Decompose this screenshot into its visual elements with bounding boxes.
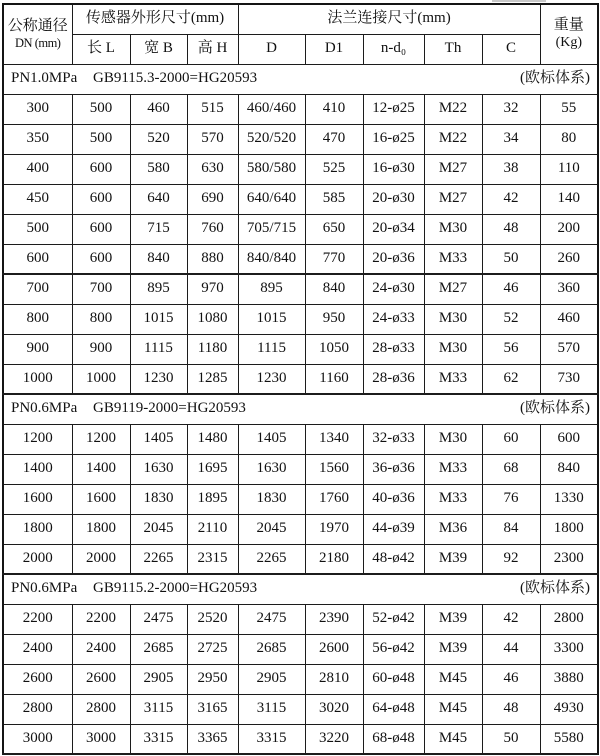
cell-height-h: 3165 bbox=[187, 694, 238, 724]
header-n-d0: n-d₀ bbox=[363, 34, 424, 64]
cell-th: M33 bbox=[424, 484, 482, 514]
cell-weight: 110 bbox=[540, 154, 598, 184]
cell-n-d0: 48-ø42 bbox=[363, 544, 424, 574]
cell-d: 1015 bbox=[238, 304, 305, 334]
standard-code-label: GB9115.2-2000=HG20593 bbox=[93, 580, 258, 597]
cell-height-h: 1180 bbox=[187, 334, 238, 364]
cell-n-d0: 16-ø30 bbox=[363, 154, 424, 184]
cell-length-l: 600 bbox=[72, 154, 130, 184]
cell-weight: 260 bbox=[540, 244, 598, 274]
cell-d1: 525 bbox=[305, 154, 363, 184]
header-width-b: 宽 B bbox=[130, 34, 187, 64]
cell-length-l: 3000 bbox=[72, 724, 130, 754]
cell-height-h: 1080 bbox=[187, 304, 238, 334]
cell-th: M39 bbox=[424, 604, 482, 634]
cell-weight: 4930 bbox=[540, 694, 598, 724]
table-row bbox=[3, 274, 598, 304]
cell-d1: 585 bbox=[305, 184, 363, 214]
section-header-row bbox=[3, 64, 598, 94]
cell-height-h: 1895 bbox=[187, 484, 238, 514]
cell-d1: 410 bbox=[305, 94, 363, 124]
cell-c: 50 bbox=[482, 724, 540, 754]
pressure-rating-label: PN0.6MPa bbox=[11, 400, 78, 417]
cell-c: 76 bbox=[482, 484, 540, 514]
cell-d1: 650 bbox=[305, 214, 363, 244]
pressure-rating-label: PN1.0MPa bbox=[11, 70, 78, 87]
cell-d: 2685 bbox=[238, 634, 305, 664]
cell-dn: 2600 bbox=[3, 664, 72, 694]
cell-weight: 360 bbox=[540, 274, 598, 304]
cell-weight: 3300 bbox=[540, 634, 598, 664]
table-row bbox=[3, 664, 598, 694]
cell-height-h: 2950 bbox=[187, 664, 238, 694]
cell-dn: 3000 bbox=[3, 724, 72, 754]
cell-length-l: 2400 bbox=[72, 634, 130, 664]
cell-th: M30 bbox=[424, 304, 482, 334]
table-row bbox=[3, 724, 598, 754]
header-nominal-diameter bbox=[3, 4, 72, 64]
cell-n-d0: 36-ø36 bbox=[363, 454, 424, 484]
spec-table-body bbox=[3, 64, 598, 754]
cell-dn: 700 bbox=[3, 274, 72, 304]
cell-n-d0: 28-ø33 bbox=[363, 334, 424, 364]
header-height-h: 高 H bbox=[187, 34, 238, 64]
cell-width-b: 1015 bbox=[130, 304, 187, 334]
cell-length-l: 2000 bbox=[72, 544, 130, 574]
cell-weight: 600 bbox=[540, 424, 598, 454]
cell-c: 62 bbox=[482, 364, 540, 394]
table-row bbox=[3, 184, 598, 214]
cell-dn: 2800 bbox=[3, 694, 72, 724]
cell-n-d0: 60-ø48 bbox=[363, 664, 424, 694]
cell-c: 50 bbox=[482, 244, 540, 274]
cell-th: M30 bbox=[424, 334, 482, 364]
table-row bbox=[3, 244, 598, 274]
cell-width-b: 1115 bbox=[130, 334, 187, 364]
cell-n-d0: 68-ø48 bbox=[363, 724, 424, 754]
cell-width-b: 1405 bbox=[130, 424, 187, 454]
cell-weight: 55 bbox=[540, 94, 598, 124]
cell-c: 56 bbox=[482, 334, 540, 364]
cell-length-l: 1600 bbox=[72, 484, 130, 514]
standard-system-label: (欧标体系) bbox=[520, 580, 591, 597]
cell-c: 42 bbox=[482, 604, 540, 634]
table-row bbox=[3, 694, 598, 724]
header-row-groups bbox=[3, 4, 598, 34]
table-row bbox=[3, 334, 598, 364]
cell-dn: 900 bbox=[3, 334, 72, 364]
cell-c: 42 bbox=[482, 184, 540, 214]
header-sensor-dimensions-group: 传感器外形尺寸(mm) bbox=[72, 4, 238, 34]
cell-c: 48 bbox=[482, 214, 540, 244]
cell-n-d0: 64-ø48 bbox=[363, 694, 424, 724]
table-row bbox=[3, 544, 598, 574]
standard-code-label: GB9115.3-2000=HG20593 bbox=[93, 70, 258, 87]
cell-dn: 400 bbox=[3, 154, 72, 184]
cell-height-h: 570 bbox=[187, 124, 238, 154]
table-row bbox=[3, 154, 598, 184]
cell-d1: 2600 bbox=[305, 634, 363, 664]
cell-width-b: 2045 bbox=[130, 514, 187, 544]
cell-height-h: 690 bbox=[187, 184, 238, 214]
cell-d1: 2810 bbox=[305, 664, 363, 694]
cell-d: 705/715 bbox=[238, 214, 305, 244]
cell-length-l: 1800 bbox=[72, 514, 130, 544]
spec-table bbox=[2, 3, 599, 755]
cell-d: 1405 bbox=[238, 424, 305, 454]
cell-d1: 1760 bbox=[305, 484, 363, 514]
cell-height-h: 1480 bbox=[187, 424, 238, 454]
cell-dn: 1000 bbox=[3, 364, 72, 394]
cell-weight: 3880 bbox=[540, 664, 598, 694]
cell-c: 52 bbox=[482, 304, 540, 334]
cell-width-b: 840 bbox=[130, 244, 187, 274]
cell-dn: 300 bbox=[3, 94, 72, 124]
cell-width-b: 3115 bbox=[130, 694, 187, 724]
standard-system-label: (欧标体系) bbox=[520, 400, 591, 417]
table-row bbox=[3, 304, 598, 334]
cell-n-d0: 20-ø36 bbox=[363, 244, 424, 274]
scan-artifact bbox=[492, 0, 546, 2]
cell-dn: 450 bbox=[3, 184, 72, 214]
cell-width-b: 640 bbox=[130, 184, 187, 214]
cell-height-h: 880 bbox=[187, 244, 238, 274]
cell-d1: 840 bbox=[305, 274, 363, 304]
section-header-row bbox=[3, 394, 598, 424]
cell-d: 3315 bbox=[238, 724, 305, 754]
cell-width-b: 1830 bbox=[130, 484, 187, 514]
pressure-rating-label: PN0.6MPa bbox=[11, 580, 78, 597]
cell-d: 520/520 bbox=[238, 124, 305, 154]
cell-d: 1230 bbox=[238, 364, 305, 394]
cell-c: 34 bbox=[482, 124, 540, 154]
section-header-cell bbox=[3, 394, 598, 424]
cell-width-b: 3315 bbox=[130, 724, 187, 754]
cell-weight: 2800 bbox=[540, 604, 598, 634]
cell-width-b: 715 bbox=[130, 214, 187, 244]
cell-height-h: 1695 bbox=[187, 454, 238, 484]
cell-d: 640/640 bbox=[238, 184, 305, 214]
cell-height-h: 2315 bbox=[187, 544, 238, 574]
cell-th: M36 bbox=[424, 514, 482, 544]
table-row bbox=[3, 604, 598, 634]
cell-th: M45 bbox=[424, 724, 482, 754]
cell-d: 840/840 bbox=[238, 244, 305, 274]
cell-width-b: 2905 bbox=[130, 664, 187, 694]
cell-length-l: 800 bbox=[72, 304, 130, 334]
cell-d: 580/580 bbox=[238, 154, 305, 184]
cell-n-d0: 44-ø39 bbox=[363, 514, 424, 544]
cell-weight: 1330 bbox=[540, 484, 598, 514]
cell-length-l: 2800 bbox=[72, 694, 130, 724]
cell-weight: 2300 bbox=[540, 544, 598, 574]
header-row-subcolumns bbox=[3, 34, 598, 64]
cell-d1: 1560 bbox=[305, 454, 363, 484]
cell-d: 460/460 bbox=[238, 94, 305, 124]
cell-c: 46 bbox=[482, 274, 540, 304]
cell-dn: 350 bbox=[3, 124, 72, 154]
cell-d: 1115 bbox=[238, 334, 305, 364]
cell-weight: 840 bbox=[540, 454, 598, 484]
cell-length-l: 1200 bbox=[72, 424, 130, 454]
header-th: Th bbox=[424, 34, 482, 64]
cell-d: 1830 bbox=[238, 484, 305, 514]
cell-n-d0: 28-ø36 bbox=[363, 364, 424, 394]
cell-d: 2475 bbox=[238, 604, 305, 634]
cell-c: 84 bbox=[482, 514, 540, 544]
cell-th: M33 bbox=[424, 364, 482, 394]
cell-d: 3115 bbox=[238, 694, 305, 724]
cell-width-b: 2265 bbox=[130, 544, 187, 574]
cell-th: M22 bbox=[424, 124, 482, 154]
cell-d: 1630 bbox=[238, 454, 305, 484]
cell-weight: 570 bbox=[540, 334, 598, 364]
cell-length-l: 600 bbox=[72, 184, 130, 214]
header-weight-unit: (Kg) bbox=[555, 34, 583, 50]
cell-th: M22 bbox=[424, 94, 482, 124]
header-nominal-diameter-unit: DN (mm) bbox=[15, 35, 61, 50]
cell-weight: 140 bbox=[540, 184, 598, 214]
section-header-cell bbox=[3, 64, 598, 94]
cell-n-d0: 16-ø25 bbox=[363, 124, 424, 154]
standard-system-label: (欧标体系) bbox=[520, 70, 591, 87]
cell-th: M39 bbox=[424, 544, 482, 574]
cell-th: M27 bbox=[424, 184, 482, 214]
cell-n-d0: 20-ø30 bbox=[363, 184, 424, 214]
cell-c: 38 bbox=[482, 154, 540, 184]
cell-weight: 80 bbox=[540, 124, 598, 154]
header-d: D bbox=[238, 34, 305, 64]
cell-dn: 2200 bbox=[3, 604, 72, 634]
cell-th: M39 bbox=[424, 634, 482, 664]
table-header bbox=[3, 4, 598, 64]
cell-d1: 2180 bbox=[305, 544, 363, 574]
table-row bbox=[3, 424, 598, 454]
cell-dn: 1400 bbox=[3, 454, 72, 484]
cell-c: 60 bbox=[482, 424, 540, 454]
cell-d1: 3220 bbox=[305, 724, 363, 754]
cell-length-l: 2600 bbox=[72, 664, 130, 694]
cell-d1: 1340 bbox=[305, 424, 363, 454]
cell-dn: 600 bbox=[3, 244, 72, 274]
cell-height-h: 2520 bbox=[187, 604, 238, 634]
cell-weight: 460 bbox=[540, 304, 598, 334]
cell-dn: 500 bbox=[3, 214, 72, 244]
cell-weight: 200 bbox=[540, 214, 598, 244]
cell-d1: 950 bbox=[305, 304, 363, 334]
cell-d1: 2390 bbox=[305, 604, 363, 634]
cell-c: 48 bbox=[482, 694, 540, 724]
cell-dn: 2000 bbox=[3, 544, 72, 574]
cell-n-d0: 40-ø36 bbox=[363, 484, 424, 514]
cell-dn: 1200 bbox=[3, 424, 72, 454]
cell-dn: 800 bbox=[3, 304, 72, 334]
cell-length-l: 600 bbox=[72, 214, 130, 244]
cell-th: M33 bbox=[424, 454, 482, 484]
section-header-cell bbox=[3, 574, 598, 604]
standard-code-label: GB9119-2000=HG20593 bbox=[93, 400, 246, 417]
table-row bbox=[3, 214, 598, 244]
cell-n-d0: 56-ø42 bbox=[363, 634, 424, 664]
cell-d: 2905 bbox=[238, 664, 305, 694]
section-header-row bbox=[3, 574, 598, 604]
cell-width-b: 2475 bbox=[130, 604, 187, 634]
cell-c: 68 bbox=[482, 454, 540, 484]
header-d1: D1 bbox=[305, 34, 363, 64]
cell-th: M27 bbox=[424, 154, 482, 184]
cell-width-b: 520 bbox=[130, 124, 187, 154]
section-header-content bbox=[4, 71, 597, 87]
cell-width-b: 1230 bbox=[130, 364, 187, 394]
cell-height-h: 3365 bbox=[187, 724, 238, 754]
cell-width-b: 895 bbox=[130, 274, 187, 304]
header-weight bbox=[540, 4, 598, 64]
cell-d1: 3020 bbox=[305, 694, 363, 724]
cell-d: 2045 bbox=[238, 514, 305, 544]
cell-height-h: 630 bbox=[187, 154, 238, 184]
cell-length-l: 700 bbox=[72, 274, 130, 304]
table-row bbox=[3, 124, 598, 154]
cell-height-h: 515 bbox=[187, 94, 238, 124]
header-nominal-diameter-cn: 公称通径 bbox=[7, 17, 68, 34]
cell-height-h: 760 bbox=[187, 214, 238, 244]
table-row bbox=[3, 454, 598, 484]
table-row bbox=[3, 634, 598, 664]
cell-d1: 770 bbox=[305, 244, 363, 274]
header-weight-cn: 重量 bbox=[553, 17, 584, 34]
cell-n-d0: 20-ø34 bbox=[363, 214, 424, 244]
cell-th: M30 bbox=[424, 424, 482, 454]
cell-c: 32 bbox=[482, 94, 540, 124]
cell-height-h: 1285 bbox=[187, 364, 238, 394]
cell-height-h: 2725 bbox=[187, 634, 238, 664]
cell-weight: 5580 bbox=[540, 724, 598, 754]
table-row bbox=[3, 484, 598, 514]
cell-th: M45 bbox=[424, 664, 482, 694]
cell-th: M30 bbox=[424, 214, 482, 244]
cell-length-l: 900 bbox=[72, 334, 130, 364]
cell-width-b: 580 bbox=[130, 154, 187, 184]
cell-weight: 1800 bbox=[540, 514, 598, 544]
cell-c: 44 bbox=[482, 634, 540, 664]
cell-d1: 1970 bbox=[305, 514, 363, 544]
cell-d1: 1050 bbox=[305, 334, 363, 364]
cell-dn: 2400 bbox=[3, 634, 72, 664]
cell-c: 46 bbox=[482, 664, 540, 694]
header-c: C bbox=[482, 34, 540, 64]
section-header-content bbox=[4, 581, 597, 597]
cell-d1: 470 bbox=[305, 124, 363, 154]
cell-length-l: 600 bbox=[72, 244, 130, 274]
cell-length-l: 2200 bbox=[72, 604, 130, 634]
header-length-l: 长 L bbox=[72, 34, 130, 64]
table-row bbox=[3, 94, 598, 124]
cell-weight: 730 bbox=[540, 364, 598, 394]
cell-width-b: 460 bbox=[130, 94, 187, 124]
cell-d1: 1160 bbox=[305, 364, 363, 394]
cell-width-b: 1630 bbox=[130, 454, 187, 484]
cell-n-d0: 12-ø25 bbox=[363, 94, 424, 124]
cell-n-d0: 24-ø33 bbox=[363, 304, 424, 334]
cell-th: M45 bbox=[424, 694, 482, 724]
table-row bbox=[3, 364, 598, 394]
header-flange-dimensions-group: 法兰连接尺寸(mm) bbox=[238, 4, 540, 34]
cell-th: M27 bbox=[424, 274, 482, 304]
cell-length-l: 500 bbox=[72, 124, 130, 154]
cell-dn: 1600 bbox=[3, 484, 72, 514]
cell-height-h: 2110 bbox=[187, 514, 238, 544]
cell-n-d0: 52-ø42 bbox=[363, 604, 424, 634]
table-row bbox=[3, 514, 598, 544]
cell-n-d0: 24-ø30 bbox=[363, 274, 424, 304]
cell-d: 895 bbox=[238, 274, 305, 304]
cell-height-h: 970 bbox=[187, 274, 238, 304]
cell-length-l: 1400 bbox=[72, 454, 130, 484]
cell-n-d0: 32-ø33 bbox=[363, 424, 424, 454]
cell-dn: 1800 bbox=[3, 514, 72, 544]
section-header-content bbox=[4, 401, 597, 417]
cell-th: M33 bbox=[424, 244, 482, 274]
cell-length-l: 500 bbox=[72, 94, 130, 124]
cell-d: 2265 bbox=[238, 544, 305, 574]
cell-length-l: 1000 bbox=[72, 364, 130, 394]
cell-c: 92 bbox=[482, 544, 540, 574]
cell-width-b: 2685 bbox=[130, 634, 187, 664]
